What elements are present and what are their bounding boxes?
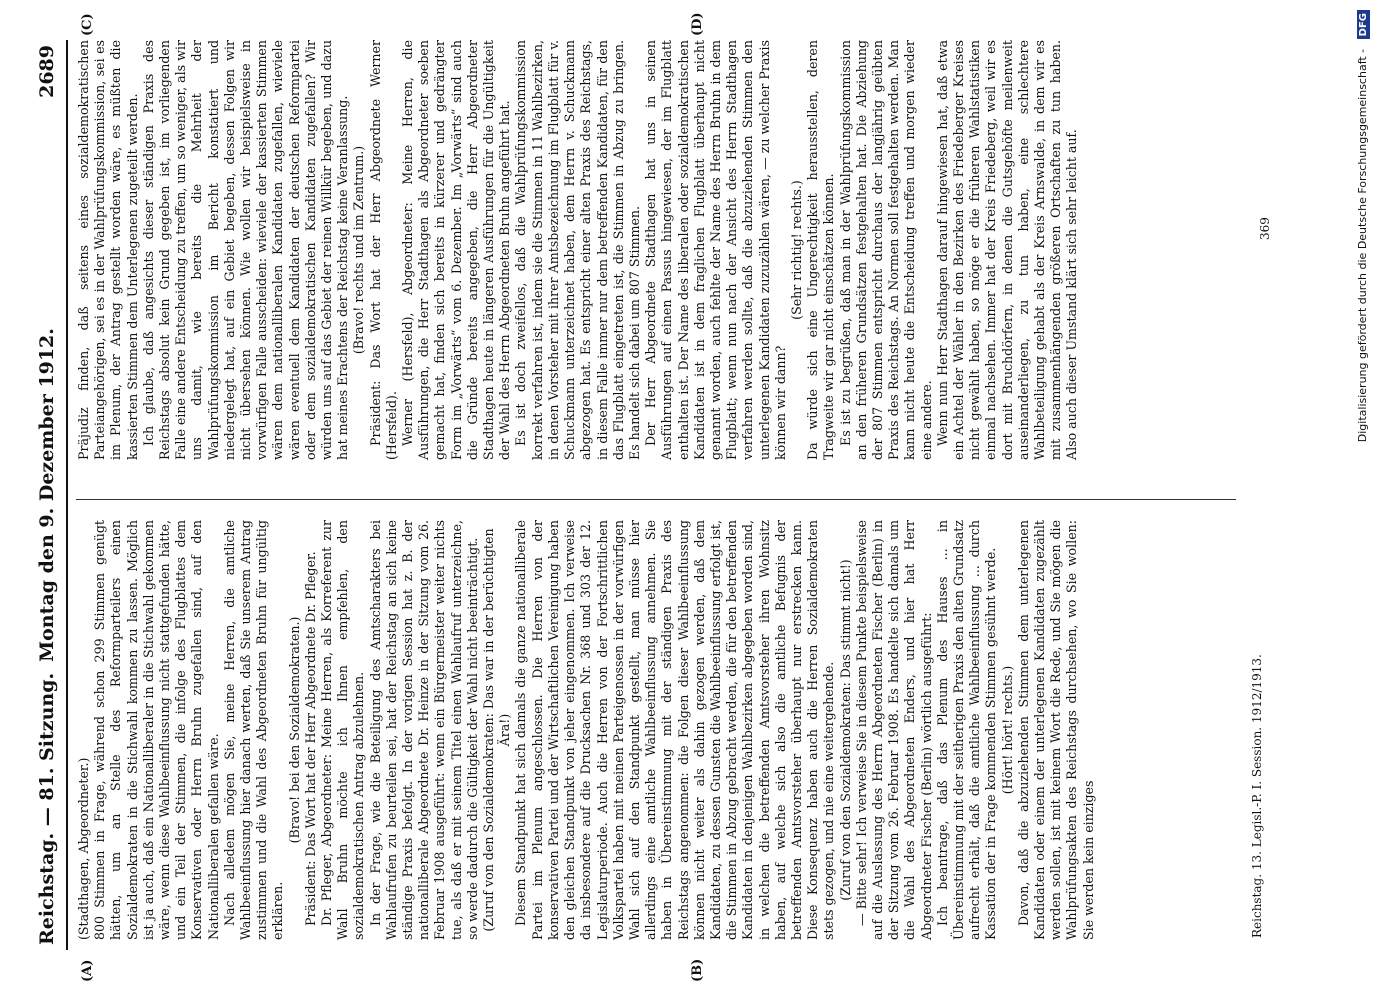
paragraph: 800 Stimmen in Frage, während schon 299 Stimmen genügt hätten, um an Stelle des Reformparteilers einen Sozialdemokraten in die Stichwahl kommen zu lassen. Möglich ist ja auch, daß ein Nationalliberaler in die Stichwahl gekommen wäre, wenn diese Wahlbeeinflussung nicht stattgefunden hätte, und ein Teil der Stimmen, die infolge des Flugblattes dem Konservativen oder Herrn Bruhn zugefallen sind, auf den Nationalliberalen gefallen wäre. xyxy=(92,520,221,940)
paragraph: In der Frage, wie die Beteiligung des Amtscharakters bei Wahlaufrufen zu beurteilen sei, hat der Reichstag an sich keine ständige Praxis befolgt. In der vorigen Session hat z. B. der nationalliberale Abgeordnete Dr. Heinze in der Sitzung vom 26. Februar 1908 ausgeführt: wenn ein Bürgermeister weiter nichts tue, als daß er mit seinem Titel einen Wahlaufruf unterzeichne, so werde dadurch die Gültigkeit der Wahl nicht beeinträchtigt. xyxy=(367,520,480,940)
page-header xyxy=(30,45,66,945)
margin-marker-b: (B) xyxy=(690,958,705,982)
margin-marker-a: (A) xyxy=(80,959,95,982)
paragraph: Es ist zu begrüßen, daß man in der Wahlprüfungskommission an den früheren Grundsätzen festgehalten hat. Die Abziehung der 807 Stimmen entspricht durchaus der langjährig geübten Praxis des Reichstags. An Normen soll festgehalten werden. Man kann nicht heute die Entscheidung treffen und morgen wieder eine andere. xyxy=(837,40,934,460)
paragraph: Es ist doch zweifellos, daß die Wahlprüfungskommission korrekt verfahren ist, indem sie die Stimmen in 11 Wahlbezirken, in denen Vorsteher mit ihrer Amtsbezeichnung im Flugblatt für v. Schuckmann unterzeichnet haben, dem Herrn v. Schuckmann abgezogen hat. Es entspricht einer alten Praxis des Reichstags, in diesem Falle immer nur dem betreffenden Kandidaten, für den das Flugblatt eingetreten ist, die Stimmen in Abzug zu bringen. Es handelt sich dabei um 807 Stimmen. xyxy=(513,40,642,460)
digitization-credit: Digitalisierung gefördert durch die Deutsche Forschungsgemeinschaft - xyxy=(1356,48,1369,443)
paragraph: Dr. Pfleger, Abgeordneter: Meine Herren, als Korreferent zur Wahl Bruhn möchte ich Ihnen empfehlen, den sozialdemokratischen Antrag abzulehnen. xyxy=(319,520,367,940)
quotation: Ich beantrage, daß das Plenum des Hauses ... in Übereinstimmung mit der seitherigen Praxis den alten Grundsatz aufrecht erhält, daß die amtliche Wahlbeeinflussung ... durch Kassation der in Frage kommenden Stimmen gesühnt werde. xyxy=(934,520,999,940)
header-session: Reichstag. — 81. Sitzung. xyxy=(36,672,58,945)
margin-marker-c: (C) xyxy=(80,13,95,36)
interjection: (Sehr richtig! rechts.) xyxy=(788,180,804,320)
paragraph: Nach alledem mögen Sie, meine Herren, die amtliche Wahlbeeinflussung hier danach werten, daß Sie unserem Antrag zustimmen und die Wahl des Abgeordneten Bruhn für ungültig erklären. xyxy=(221,520,286,940)
paragraph: (Stadthagen, Abgeordneter.) xyxy=(76,757,91,940)
left-text-column xyxy=(76,520,1097,940)
header-rule xyxy=(66,40,68,950)
paragraph: Davon, daß die abzuziehenden Stimmen dem unterlegenen Kandidaten oder einem der unterlegenen Kandidaten zugezählt werden sollen, ist mit keinem Wort die Rede, und Sie mögen die Wahlprüfungsakten des Reichstags durchsehen, wo Sie wollen: Sie werden kein einziges xyxy=(1015,520,1096,940)
paragraph: Wenn nun Herr Stadthagen darauf hingewiesen hat, daß etwa ein Achtel der Wähler in den Bezirken des Friedeberger Kreises nicht gewählt haben, so möge er die früheren Wahlstatistiken einmal nachsehen. Immer hat der Kreis Friedeberg, weil wir es dort mit Bruchdörfern, in denen die Gutsgehöfte meilenweit auseinanderliegen, zu tun haben, eine schlechtere Wahlbeteiligung gehabt als der Kreis Arnswalde, in dem wir es mit zusammenhängenden größeren Ortschaften zu tun haben. Also auch dieser Umstand klärt sich sehr leicht auf. xyxy=(934,40,1080,460)
right-text-column xyxy=(76,40,1081,460)
paragraph: Diesem Standpunkt hat sich damals die ganze nationalliberale Partei im Plenum angeschlossen. Die Herren von der konservativen Partei und der Wirtschaftlichen Vereinigung haben den gleichen Standpunkt von jeher eingenommen. Ich verweise da insbesondere auf die Drucksachen Nr. 368 und 303 der 12. Legislaturperiode. Auch die Herren von der Fortschrittlichen Volkspartei haben mit meinen Parteigenossen in der vorwürfigen Wahl sich auf den Standpunkt gestellt, man müsse hier allerdings eine amtliche Wahlbeeinflussung annehmen. Sie haben in Übereinstimmung mit der ständigen Praxis des Reichstags angenommen: die Folgen dieser Wahlbeeinflussung können nicht weiter als dahin gezogen werden, daß dem Kandidaten, zu dessen Gunsten die Wahlbeeinflussung erfolgt ist, die Stimmen in Abzug gebracht werden, die für den betreffenden Kandidaten in denjenigen Wahlbezirken abgegeben worden sind, in welchen die betreffenden Amtsvorsteher ihren Wohnsitz haben, auf welche sich also die amtliche Befugnis der betreffenden Amtsvorsteher überhaupt nur erstrecken kann. Diese Konsequenz haben auch die Herren Sozialdemokraten stets gezogen, und nie eine weitergehende. xyxy=(513,520,837,940)
footer-page-number: 369 xyxy=(1258,217,1272,240)
paragraph: Da würde sich eine Ungerechtigkeit herausstellen, deren Tragweite wir gar nicht einschätzen können. xyxy=(805,40,837,460)
paragraph: Präsident: Das Wort hat der Herr Abgeordnete Dr. Pfleger. xyxy=(302,551,318,926)
paragraph: Werner (Hersfeld), Abgeordneter: Meine Herren, die Ausführungen, die Herr Stadthagen als Abgeordneter soeben gemacht hat, finden sich bereits in kürzerer und gedrängter Form im „Vorwärts“ vom 6. Dezember. Im „Vorwärts“ sind auch die Gründe bereits angegeben, die Herr Abgeordneter Stadthagen heute in längeren Ausführungen für die Ungültigkeit der Wahl des Herrn Abgeordneten Bruhn angeführt hat. xyxy=(400,40,513,460)
interjection: (Bravo! bei den Sozialdemokraten.) xyxy=(286,616,302,844)
margin-marker-d: (D) xyxy=(690,12,705,36)
dfg-logo: DFG xyxy=(1357,10,1370,39)
interjection: (Zuruf von den Sozialdemokraten: Das war in der berüchtigten Ära!) xyxy=(481,528,513,932)
paragraph: Der Herr Abgeordnete Stadthagen hat uns in seinen Ausführungen auf einen Passus hingewiesen, der im Flugblatt enthalten ist. Der Name des liberalen oder sozialdemokratischen Kandidaten ist in dem fraglichen Flugblatt überhaupt nicht genannt worden, auch fehlte der Name des Herrn Bruhn in dem Flugblatt; wenn nun nach der Ansicht des Herrn Stadthagen verfahren werden sollte, daß die abzuziehenden Stimmen den unterlegenen Kandidaten zuzuzählen wären, — zu welcher Praxis können wir dann? xyxy=(643,40,788,460)
digitization-note xyxy=(1345,10,1381,990)
header-date: Montag den 9. Dezember 1912. xyxy=(36,328,58,662)
page-footer: Reichstag. 13. Legisl.-P. I. Session. 1912/1913. xyxy=(1250,654,1264,938)
paragraph: Präsident: Das Wort hat der Herr Abgeordnete Werner (Hersfeld). xyxy=(367,40,399,460)
interjection: (Zuruf von den Sozialdemokraten: Das stimmt nicht!) xyxy=(837,559,853,901)
interjection: (Bravo! rechts und im Zentrum.) xyxy=(351,145,367,355)
interjection: (Hört! hört! rechts.) xyxy=(999,665,1015,795)
paragraph: Präjudiz finden, daß seitens eines sozialdemokratischen Parteiangehörigen, sei es in der Wahlprüfungskommission, sei es im Plenum, der Antrag gestellt worden wäre, es müßten die kassierten Stimmen dem Unterlegenen zugeteilt werden. xyxy=(76,40,140,460)
paragraph: Ich glaube, daß angesichts dieser ständigen Praxis des Reichstags absolut kein Grund gegeben ist, im vorliegenden Falle eine andere Entscheidung zu treffen, um so weniger, als wir uns damit, wie bereits die Mehrheit der Wahlprüfungskommission im Bericht konstatiert und niedergelegt hat, auf ein Gebiet begeben, dessen Folgen wir nicht übersehen können. Wie wollen wir beispielsweise in vorwürfigen Falle ausscheiden: wieviele der kassierten Stimmen wären dem nationalliberalen Kandidaten zugefallen, wieviele wären eventuell dem Kandidaten der deutschen Reformpartei oder dem sozialdemokratischen Kandidaten zugefallen? Wir würden uns auf das Gebiet der reinen Willkür begeben, und dazu hat meines Erachtens der Reichstag keine Veranlassung. xyxy=(140,40,351,460)
header-page-number: 2689 xyxy=(36,45,58,98)
paragraph: — Bitte sehr! Ich verweise Sie in diesem Punkte beispielsweise auf die Auslassung des Herrn Abgeordneten Fischer (Berlin) in der Sitzung vom 26. Februar 1908. Es handelte sich damals um die Wahl des Abgeordneten Enders, und hier hat Herr Abgeordneter Fischer (Berlin) wörtlich ausgeführt: xyxy=(853,520,934,940)
column-divider xyxy=(76,499,1236,500)
